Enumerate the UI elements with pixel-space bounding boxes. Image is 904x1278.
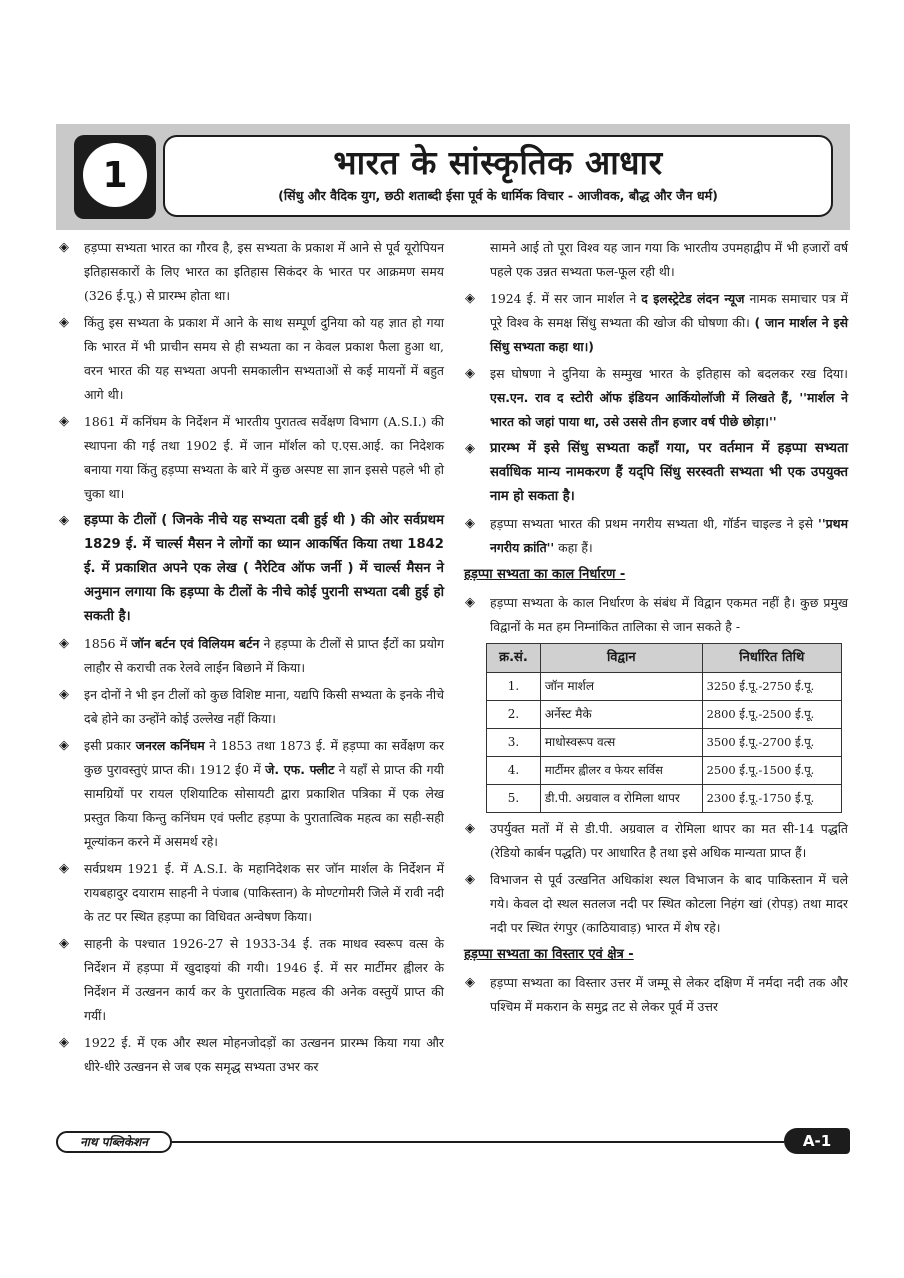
- chapter-subtitle: (सिंधु और वैदिक युग, छठी शताब्दी ईसा पूर्व के धार्मिक विचार - आजीवक, बौद्ध और जैन धर्म): [278, 188, 718, 203]
- table-cell: 2300 ई.पू.-1750 ई.पू.: [702, 785, 841, 813]
- table-header-row: [487, 644, 842, 673]
- diamond-bullet-icon: ◈: [59, 1035, 69, 1050]
- diamond-bullet-icon: ◈: [465, 366, 475, 381]
- publisher-label: नाथ पब्लिकेशन: [56, 1131, 172, 1153]
- paragraph-continued: सामने आई तो पूरा विश्व यह जान गया कि भारतीय उपमहाद्वीप में भी हजारों वर्ष पहले एक उन्नत सभ्यता फल-फूल रही थी।: [490, 240, 848, 279]
- table-header: निर्धारित तिथि: [702, 644, 841, 673]
- table-row: [487, 757, 842, 785]
- left-column: [58, 236, 444, 1082]
- table-cell: माधोस्वरूप वत्स: [540, 729, 702, 757]
- section-heading-extent: हड़प्पा सभ्यता का विस्तार एवं क्षेत्र -: [464, 947, 634, 962]
- table-cell: मार्टीमर ह्वीलर व फेयर सर्विस: [540, 757, 702, 785]
- table-cell: 2.: [487, 701, 541, 729]
- diamond-bullet-icon: ◈: [59, 315, 69, 330]
- diamond-bullet-icon: ◈: [465, 441, 475, 456]
- paragraph: ◈ इन दोनों ने भी इन टीलों को कुछ विशिष्ट माना, यद्यपि किसी सभ्यता के इनके नीचे दबे होने का उन्होंने कोई उल्लेख नहीं किया।: [58, 683, 444, 731]
- footer-divider: [172, 1141, 784, 1143]
- paragraph: ◈ 1922 ई. में एक और स्थल मोहनजोदड़ों का उत्खनन प्रारम्भ किया गया और धीरे-धीरे उत्खनन से जब एक समृद्ध सभ्यता उभर कर: [58, 1031, 444, 1079]
- diamond-bullet-icon: ◈: [465, 975, 475, 990]
- paragraph: ◈ किंतु इस सभ्यता के प्रकाश में आने के साथ सम्पूर्ण दुनिया को यह ज्ञात हो गया कि भारत में भी प्राचीन समय से ही सभ्यता का न केवल प्रकाश फैला हुआ था, वरन भारत की यह सभ्यता अपनी समकालीन सभ्यताओं से कई मायनों में बहुत आगे थी।: [58, 311, 444, 407]
- table-cell: अर्नेस्ट मैके: [540, 701, 702, 729]
- diamond-bullet-icon: ◈: [59, 687, 69, 702]
- title-box: [163, 135, 833, 217]
- paragraph: ◈ हड़प्पा सभ्यता भारत की प्रथम नगरीय सभ्यता थी, गॉर्डन चाइल्ड ने इसे ''प्रथम नगरीय क्रांति'' कहा हैं।: [464, 512, 848, 560]
- paragraph: ◈ विभाजन से पूर्व उत्खनित अधिकांश स्थल विभाजन के बाद पाकिस्तान में चले गये। केवल दो स्थल सतलज नदी पर स्थित कोटला निहंग खां (रोपड़) तथा मादर नदी पर स्थित रंगपुर (काठियावाड़) भारत में शेष रहे।: [464, 868, 848, 940]
- diamond-bullet-icon: ◈: [465, 872, 475, 887]
- table-cell: 5.: [487, 785, 541, 813]
- paragraph: ◈ इसी प्रकार जनरल कनिंघम ने 1853 तथा 1873 ई. में हड़प्पा का सर्वेक्षण कर कुछ पुरावस्तुएं प्राप्त की। 1912 ई0 में जे. एफ. फ्लीट ने यहाँ से प्राप्त की गयी सामग्रियों पर रायल एशियाटिक सोसायटी द्वारा प्रकाशित पत्रिका में एक लेख प्रस्तुत किया किन्तु कनिंघम एवं फ्लीट हड़प्पा के पुरातात्विक महत्व का सही-सही मूल्यांकन करने में असमर्थ रहे।: [58, 734, 444, 854]
- page-number: A-1: [784, 1128, 850, 1154]
- section-heading-chronology: हड़प्पा सभ्यता का काल निर्धारण -: [464, 567, 626, 582]
- paragraph: ◈ प्रारम्भ में इसे सिंधु सभ्यता कहाँ गया, पर वर्तमान में हड़प्पा सभ्यता सर्वाधिक मान्य नामकरण हैं यद्पि सिंधु सरस्वती सभ्यता भी एक उपयुक्त नाम हो सकता है।: [464, 437, 848, 509]
- paragraph: ◈ हड़प्पा सभ्यता के काल निर्धारण के संबंध में विद्वान एकमत नहीं है। कुछ प्रमुख विद्वानों के मत हम निम्नांकित तालिका से जान सकते है -: [464, 591, 848, 639]
- paragraph: ◈ 1924 ई. में सर जान मार्शल ने द इलस्ट्रेटेड लंदन न्यूज नामक समाचार पत्र में पूरे विश्व के समक्ष सिंधु सभ्यता की खोज की घोषणा की। ( जान मार्शल ने इसे सिंधु सभ्यता कहा था।): [464, 287, 848, 359]
- paragraph: ◈ उपर्युक्त मतों में से डी.पी. अग्रवाल व रोमिला थापर का मत सी-14 पद्धति (रेडियो कार्बन पद्धति) पर आधारित है तथा इसे अधिक मान्यता प्राप्त हैं।: [464, 817, 848, 865]
- table-header: क्र.सं.: [487, 644, 541, 673]
- paragraph: ◈ हड़प्पा के टीलों ( जिनके नीचे यह सभ्यता दबी हुई थी ) की ओर सर्वप्रथम 1829 ई. में चार्ल्स मैसन ने लोगों का ध्यान आकर्षित किया तथा 1842 ई. में प्रकाशित अपने एक लेख ( नैरेटिव ऑफ जर्नी ) में चार्ल्स मैसन ने अनुमान लगाया कि हड़प्पा के टीलों के नीचे कोई पुरानी सभ्यता दबी हुई हो सकती है।: [58, 509, 444, 629]
- diamond-bullet-icon: ◈: [59, 240, 69, 255]
- diamond-bullet-icon: ◈: [59, 636, 69, 651]
- paragraph: ◈ साहनी के पश्चात 1926-27 से 1933-34 ई. तक माधव स्वरूप वत्स के निर्देशन में हड़प्पा में खुदाइयां की गयी। 1946 ई. में सर मार्टीमर ह्वीलर के निर्देशन में उत्खनन कार्य कर के पुरातात्विक महत्व की अनेक वस्तुयें प्राप्त की गयीं।: [58, 932, 444, 1028]
- diamond-bullet-icon: ◈: [59, 513, 69, 528]
- table-cell: 2500 ई.पू.-1500 ई.पू.: [702, 757, 841, 785]
- chapter-number: 1: [83, 143, 147, 207]
- table-cell: 4.: [487, 757, 541, 785]
- paragraph: ◈ 1856 में जॉन बर्टन एवं विलियम बर्टन ने हड़प्पा के टीलों से प्राप्त ईंटों का प्रयोग लाहौर से कराची तक रेलवे लाईन बिछाने में किया।: [58, 632, 444, 680]
- diamond-bullet-icon: ◈: [465, 595, 475, 610]
- table-header: विद्वान: [540, 644, 702, 673]
- right-column: [464, 236, 848, 1022]
- table-cell: 1.: [487, 673, 541, 701]
- table-row: [487, 729, 842, 757]
- table-cell: 3500 ई.पू.-2700 ई.पू.: [702, 729, 841, 757]
- diamond-bullet-icon: ◈: [59, 414, 69, 429]
- table-cell: जॉन मार्शल: [540, 673, 702, 701]
- paragraph: ◈ सर्वप्रथम 1921 ई. में A.S.I. के महानिदेशक सर जॉन मार्शल के निर्देशन में रायबहादुर दयाराम साहनी ने पंजाब (पाकिस्तान) के मोण्टगोमरी जिले में रावी नदी के तट पर स्थित हड़प्पा का विधिवत अन्वेषण किया।: [58, 857, 444, 929]
- paragraph: ◈ हड़प्पा सभ्यता का विस्तार उत्तर में जम्मू से लेकर दक्षिण में नर्मदा नदी तक और पश्चिम में मकरान के समुद्र तट से लेकर पूर्व में उत्तर: [464, 971, 848, 1019]
- table-row: [487, 785, 842, 813]
- paragraph: ◈ इस घोषणा ने दुनिया के सम्मुख भारत के इतिहास को बदलकर रख दिया। एस.एन. राव द स्टोरी ऑफ इंडियन आर्कियोलॉजी में लिखते हैं, ''मार्शल ने भारत को जहां पाया था, उसे उससे तीन हजार वर्ष पीछे छोड़ा।'': [464, 362, 848, 434]
- table-row: [487, 673, 842, 701]
- paragraph: ◈ हड़प्पा सभ्यता भारत का गौरव है, इस सभ्यता के प्रकाश में आने से पूर्व यूरोपियन इतिहासकारों के लिए भारत का इतिहास सिकंदर के भारत पर आक्रमण समय (326 ई.पू.) से प्रारम्भ होता था।: [58, 236, 444, 308]
- table-row: [487, 701, 842, 729]
- diamond-bullet-icon: ◈: [59, 738, 69, 753]
- chapter-title: भारत के सांस्कृतिक आधार: [333, 143, 663, 182]
- table-cell: 3250 ई.पू.-2750 ई.पू.: [702, 673, 841, 701]
- diamond-bullet-icon: ◈: [465, 821, 475, 836]
- diamond-bullet-icon: ◈: [59, 861, 69, 876]
- diamond-bullet-icon: ◈: [59, 936, 69, 951]
- table-cell: डी.पी. अग्रवाल व रोमिला थापर: [540, 785, 702, 813]
- diamond-bullet-icon: ◈: [465, 291, 475, 306]
- table-cell: 2800 ई.पू.-2500 ई.पू.: [702, 701, 841, 729]
- diamond-bullet-icon: ◈: [465, 516, 475, 531]
- paragraph: ◈ 1861 में कनिंघम के निर्देशन में भारतीय पुरातत्व सर्वेक्षण विभाग (A.S.I.) की स्थापना की गई तथा 1902 ई. में जान मॉर्शल को ए.एस.आई. का निदेशक बनाया गया किंतु हड़प्पा सभ्यता के बारे में कुछ अस्पष्ट सा ज्ञान इससे पहले भी हो चुका था।: [58, 410, 444, 506]
- chronology-table: [486, 643, 842, 813]
- table-cell: 3.: [487, 729, 541, 757]
